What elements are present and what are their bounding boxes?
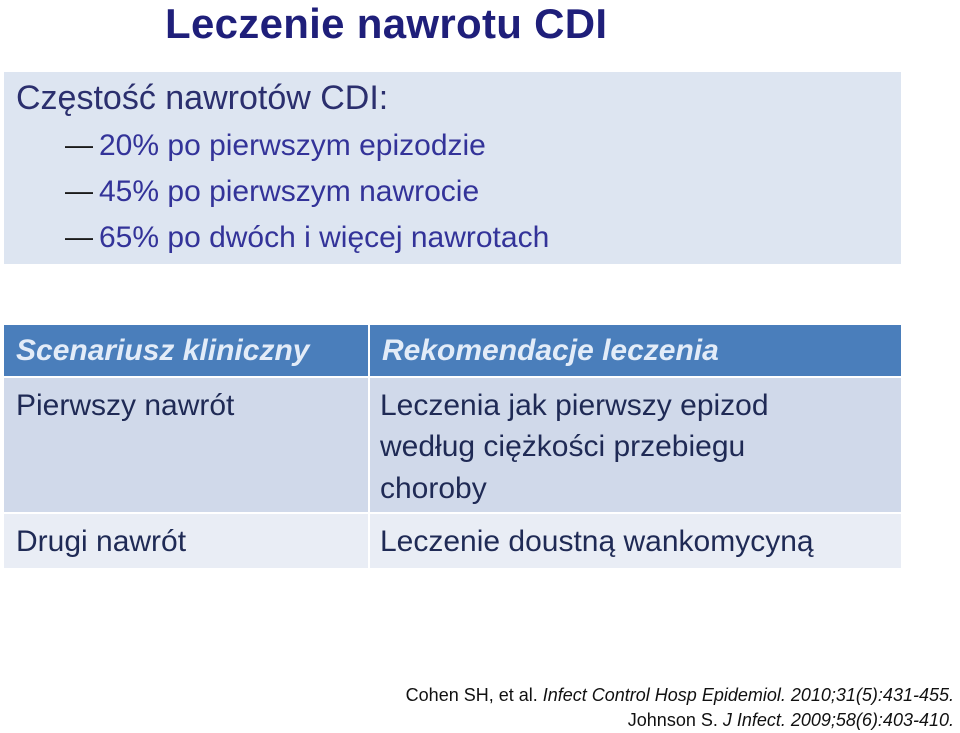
reference-source: Infect Control Hosp Epidemiol. 2010;31(5):431-455. bbox=[542, 685, 954, 705]
frequency-item bbox=[4, 220, 804, 260]
column-divider bbox=[368, 325, 370, 568]
cell-recommendation-line: choroby bbox=[380, 472, 487, 505]
recommendations-table bbox=[4, 325, 901, 568]
frequency-item bbox=[4, 174, 804, 214]
cell-recommendation-line: Leczenia jak pierwszy epizod bbox=[380, 389, 769, 422]
reference-authors: Cohen SH, et al. bbox=[405, 685, 543, 705]
cell-recommendation-line: Leczenie doustną wankomycyną bbox=[380, 525, 814, 558]
frequency-item bbox=[4, 128, 804, 168]
dash-bullet-icon: — bbox=[65, 221, 93, 252]
reference-item bbox=[406, 708, 954, 733]
dash-bullet-icon: — bbox=[65, 175, 93, 206]
reference-item bbox=[406, 683, 954, 708]
references bbox=[406, 683, 954, 733]
frequency-item-text: 45% po pierwszym nawrocie bbox=[99, 175, 480, 208]
slide-title: Leczenie nawrotu CDI bbox=[165, 0, 608, 47]
cell-scenario: Pierwszy nawrót bbox=[16, 389, 235, 422]
frequency-item-text: 20% po pierwszym epizodzie bbox=[99, 129, 486, 162]
cell-scenario: Drugi nawrót bbox=[16, 525, 187, 558]
reference-source: J Infect. 2009;58(6):403-410. bbox=[722, 710, 954, 730]
header-scenario: Scenariusz kliniczny bbox=[16, 334, 310, 367]
recurrence-frequency-box bbox=[4, 72, 901, 264]
header-recommendation: Rekomendacje leczenia bbox=[382, 334, 719, 367]
dash-bullet-icon: — bbox=[65, 129, 93, 160]
row-divider bbox=[4, 512, 901, 514]
cell-recommendation-line: według ciężkości przebiegu bbox=[380, 430, 746, 463]
reference-authors: Johnson S. bbox=[627, 710, 723, 730]
frequency-heading: Częstość nawrotów CDI: bbox=[16, 79, 389, 117]
frequency-item-text: 65% po dwóch i więcej nawrotach bbox=[99, 221, 550, 254]
row-divider bbox=[4, 376, 901, 378]
